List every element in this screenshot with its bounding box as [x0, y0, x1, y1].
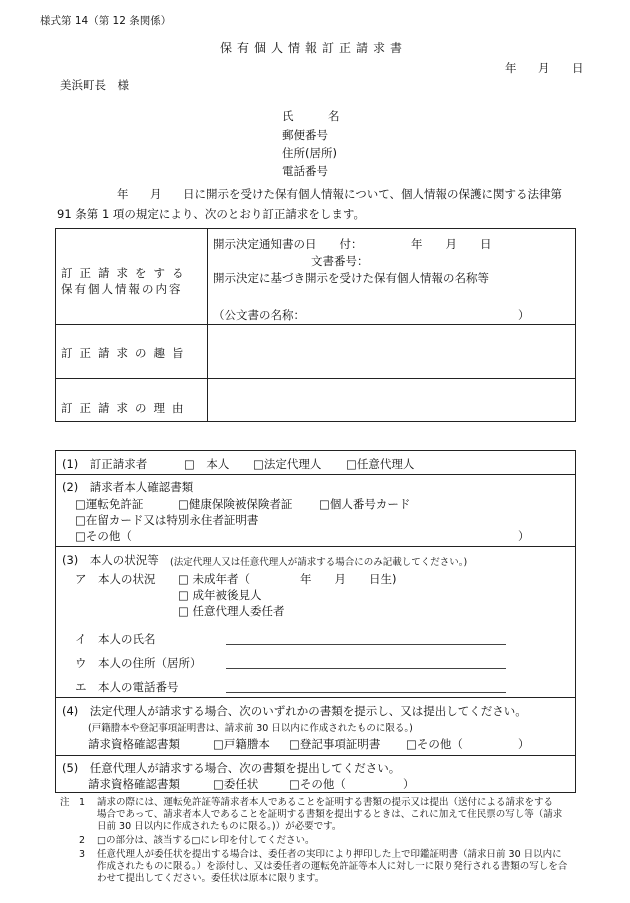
- date-month-label: 月: [538, 61, 550, 75]
- health-insurance-checkbox[interactable]: □健康保険被保険者証: [178, 497, 293, 511]
- legal-agent-qualification-label: 請求資格確認書類: [88, 737, 180, 751]
- minor-checkbox[interactable]: □ 未成年者（: [178, 572, 251, 586]
- principal-name-label: イ 本人の氏名: [75, 632, 156, 646]
- note-3-number: 3: [79, 849, 86, 860]
- note-1-line3: 日前 30 日以内に作成されたものに限る。)）が必要です。: [97, 821, 342, 832]
- date-day-label: 日: [572, 61, 584, 75]
- note-3-line3: わせて提出してください。委任状は原本に限ります。: [97, 873, 325, 884]
- document-name-close: ）: [518, 308, 530, 322]
- voluntary-agent-other-checkbox[interactable]: □その他（: [289, 777, 346, 791]
- notice-date-label: 開示決定通知書の日 付：: [213, 237, 363, 251]
- note-3-line1: 任意代理人が委任状を提出する場合は、委任者の実印により押印した上で印鑑証明書（請求日前 30 日以内に: [97, 849, 562, 860]
- my-number-card-checkbox[interactable]: □個人番号カード: [319, 497, 411, 511]
- intro-year: 年: [117, 187, 129, 201]
- intro-text-line1: 日に開示を受けた保有個人情報について、個人情報の保護に関する法律第: [183, 187, 563, 201]
- requester-type-label: (1) 訂正請求者: [62, 457, 148, 471]
- notes-heading: 注: [60, 797, 70, 808]
- page-title: 保有個人情報訂正請求書: [220, 41, 408, 55]
- voluntary-agent-other-close: ）: [403, 777, 415, 791]
- principal-phone-label: エ 本人の電話番号: [75, 680, 179, 694]
- family-register-checkbox[interactable]: □戸籍謄本: [213, 737, 270, 751]
- legal-agent-other-checkbox[interactable]: □その他（: [406, 737, 463, 751]
- legal-agent-docs-label: (4) 法定代理人が請求する場合、次のいずれかの書類を提示し、又は提出してください。: [62, 704, 527, 718]
- reason-label: 訂正請求の理由: [61, 401, 191, 415]
- date-year-label: 年: [505, 61, 517, 75]
- content-label-line2: 保有個人情報の内容: [61, 282, 183, 296]
- note-2-number: 2: [79, 835, 86, 846]
- name-field-label: 氏 名: [282, 109, 340, 123]
- note-1-number: 1: [79, 797, 86, 808]
- address-field-label: 住所(居所): [282, 146, 337, 160]
- principal-status-note: (法定代理人又は任意代理人が請求する場合にのみ記載してください。): [170, 557, 468, 568]
- requester-self-checkbox[interactable]: □ 本人: [184, 457, 230, 471]
- principal-status-label: (3) 本人の状況等: [62, 553, 159, 567]
- requester-voluntary-agent-checkbox[interactable]: □任意代理人: [346, 457, 415, 471]
- content-label-line1: 訂正請求をする: [61, 266, 191, 280]
- note-1-line1: 請求の際には、運転免許証等請求者本人であることを証明する書類の提示又は提出（送付による請求をする: [97, 797, 554, 808]
- minor-birthdate-fields: 年 月 日生): [300, 572, 397, 586]
- postal-code-field-label: 郵便番号: [282, 128, 328, 142]
- addressee: 美浜町長 様: [60, 78, 129, 92]
- power-of-attorney-checkbox[interactable]: □委任状: [213, 777, 259, 791]
- registry-certificate-checkbox[interactable]: □登記事項証明書: [289, 737, 381, 751]
- form-code: 様式第 14（第 12 条関係）: [40, 15, 172, 27]
- principal-name-input-line[interactable]: [226, 644, 506, 645]
- drivers-license-checkbox[interactable]: □運転免許証: [75, 497, 144, 511]
- legal-agent-docs-note: (戸籍謄本や登記事項証明書は、請求前 30 日以内に作成されたものに限る。): [88, 723, 413, 734]
- adult-ward-checkbox[interactable]: □ 成年被後見人: [178, 588, 262, 602]
- other-document-checkbox[interactable]: □その他（: [75, 529, 132, 543]
- principal-phone-input-line[interactable]: [226, 692, 506, 693]
- principal-address-label: ウ 本人の住所（居所）: [75, 656, 202, 670]
- other-document-close: ）: [518, 529, 530, 543]
- voluntary-agent-docs-label: (5) 任意代理人が請求する場合、次の書類を提出してください。: [62, 761, 401, 775]
- disclosed-info-label: 開示決定に基づき開示を受けた保有個人情報の名称等: [213, 271, 489, 285]
- document-name-label: （公文書の名称：: [213, 308, 305, 322]
- intro-month: 月: [150, 187, 162, 201]
- intro-text-line2: 91 条第 1 項の規定により、次のとおり訂正請求をします。: [57, 207, 365, 221]
- legal-agent-other-close: ）: [518, 737, 530, 751]
- id-documents-label: (2) 請求者本人確認書類: [62, 480, 194, 494]
- principal-condition-label: ア 本人の状況: [75, 572, 156, 586]
- note-3-line2: 作成されたものに限る。）を添付し、又は委任者の運転免許証等本人に対し一に限り発行される書類の写しを合: [97, 861, 568, 872]
- phone-field-label: 電話番号: [282, 164, 328, 178]
- residence-card-checkbox[interactable]: □在留カード又は特別永住者証明書: [75, 513, 259, 527]
- purpose-label: 訂正請求の趣旨: [61, 346, 191, 360]
- voluntary-agent-qualification-label: 請求資格確認書類: [88, 777, 180, 791]
- document-number-label: 文書番号：: [311, 254, 369, 268]
- requester-legal-agent-checkbox[interactable]: □法定代理人: [253, 457, 322, 471]
- note-1-line2: 場合であって、請求者本人であることを証明する書類を提出するときは、これに加えて住民票の写し等（請求: [97, 809, 563, 820]
- principal-address-input-line[interactable]: [226, 668, 506, 669]
- delegator-checkbox[interactable]: □ 任意代理人委任者: [178, 604, 285, 618]
- notice-date-fields: 年 月 日: [411, 237, 492, 251]
- note-2-line1: □の部分は、該当する□にレ印を付してください。: [97, 835, 315, 846]
